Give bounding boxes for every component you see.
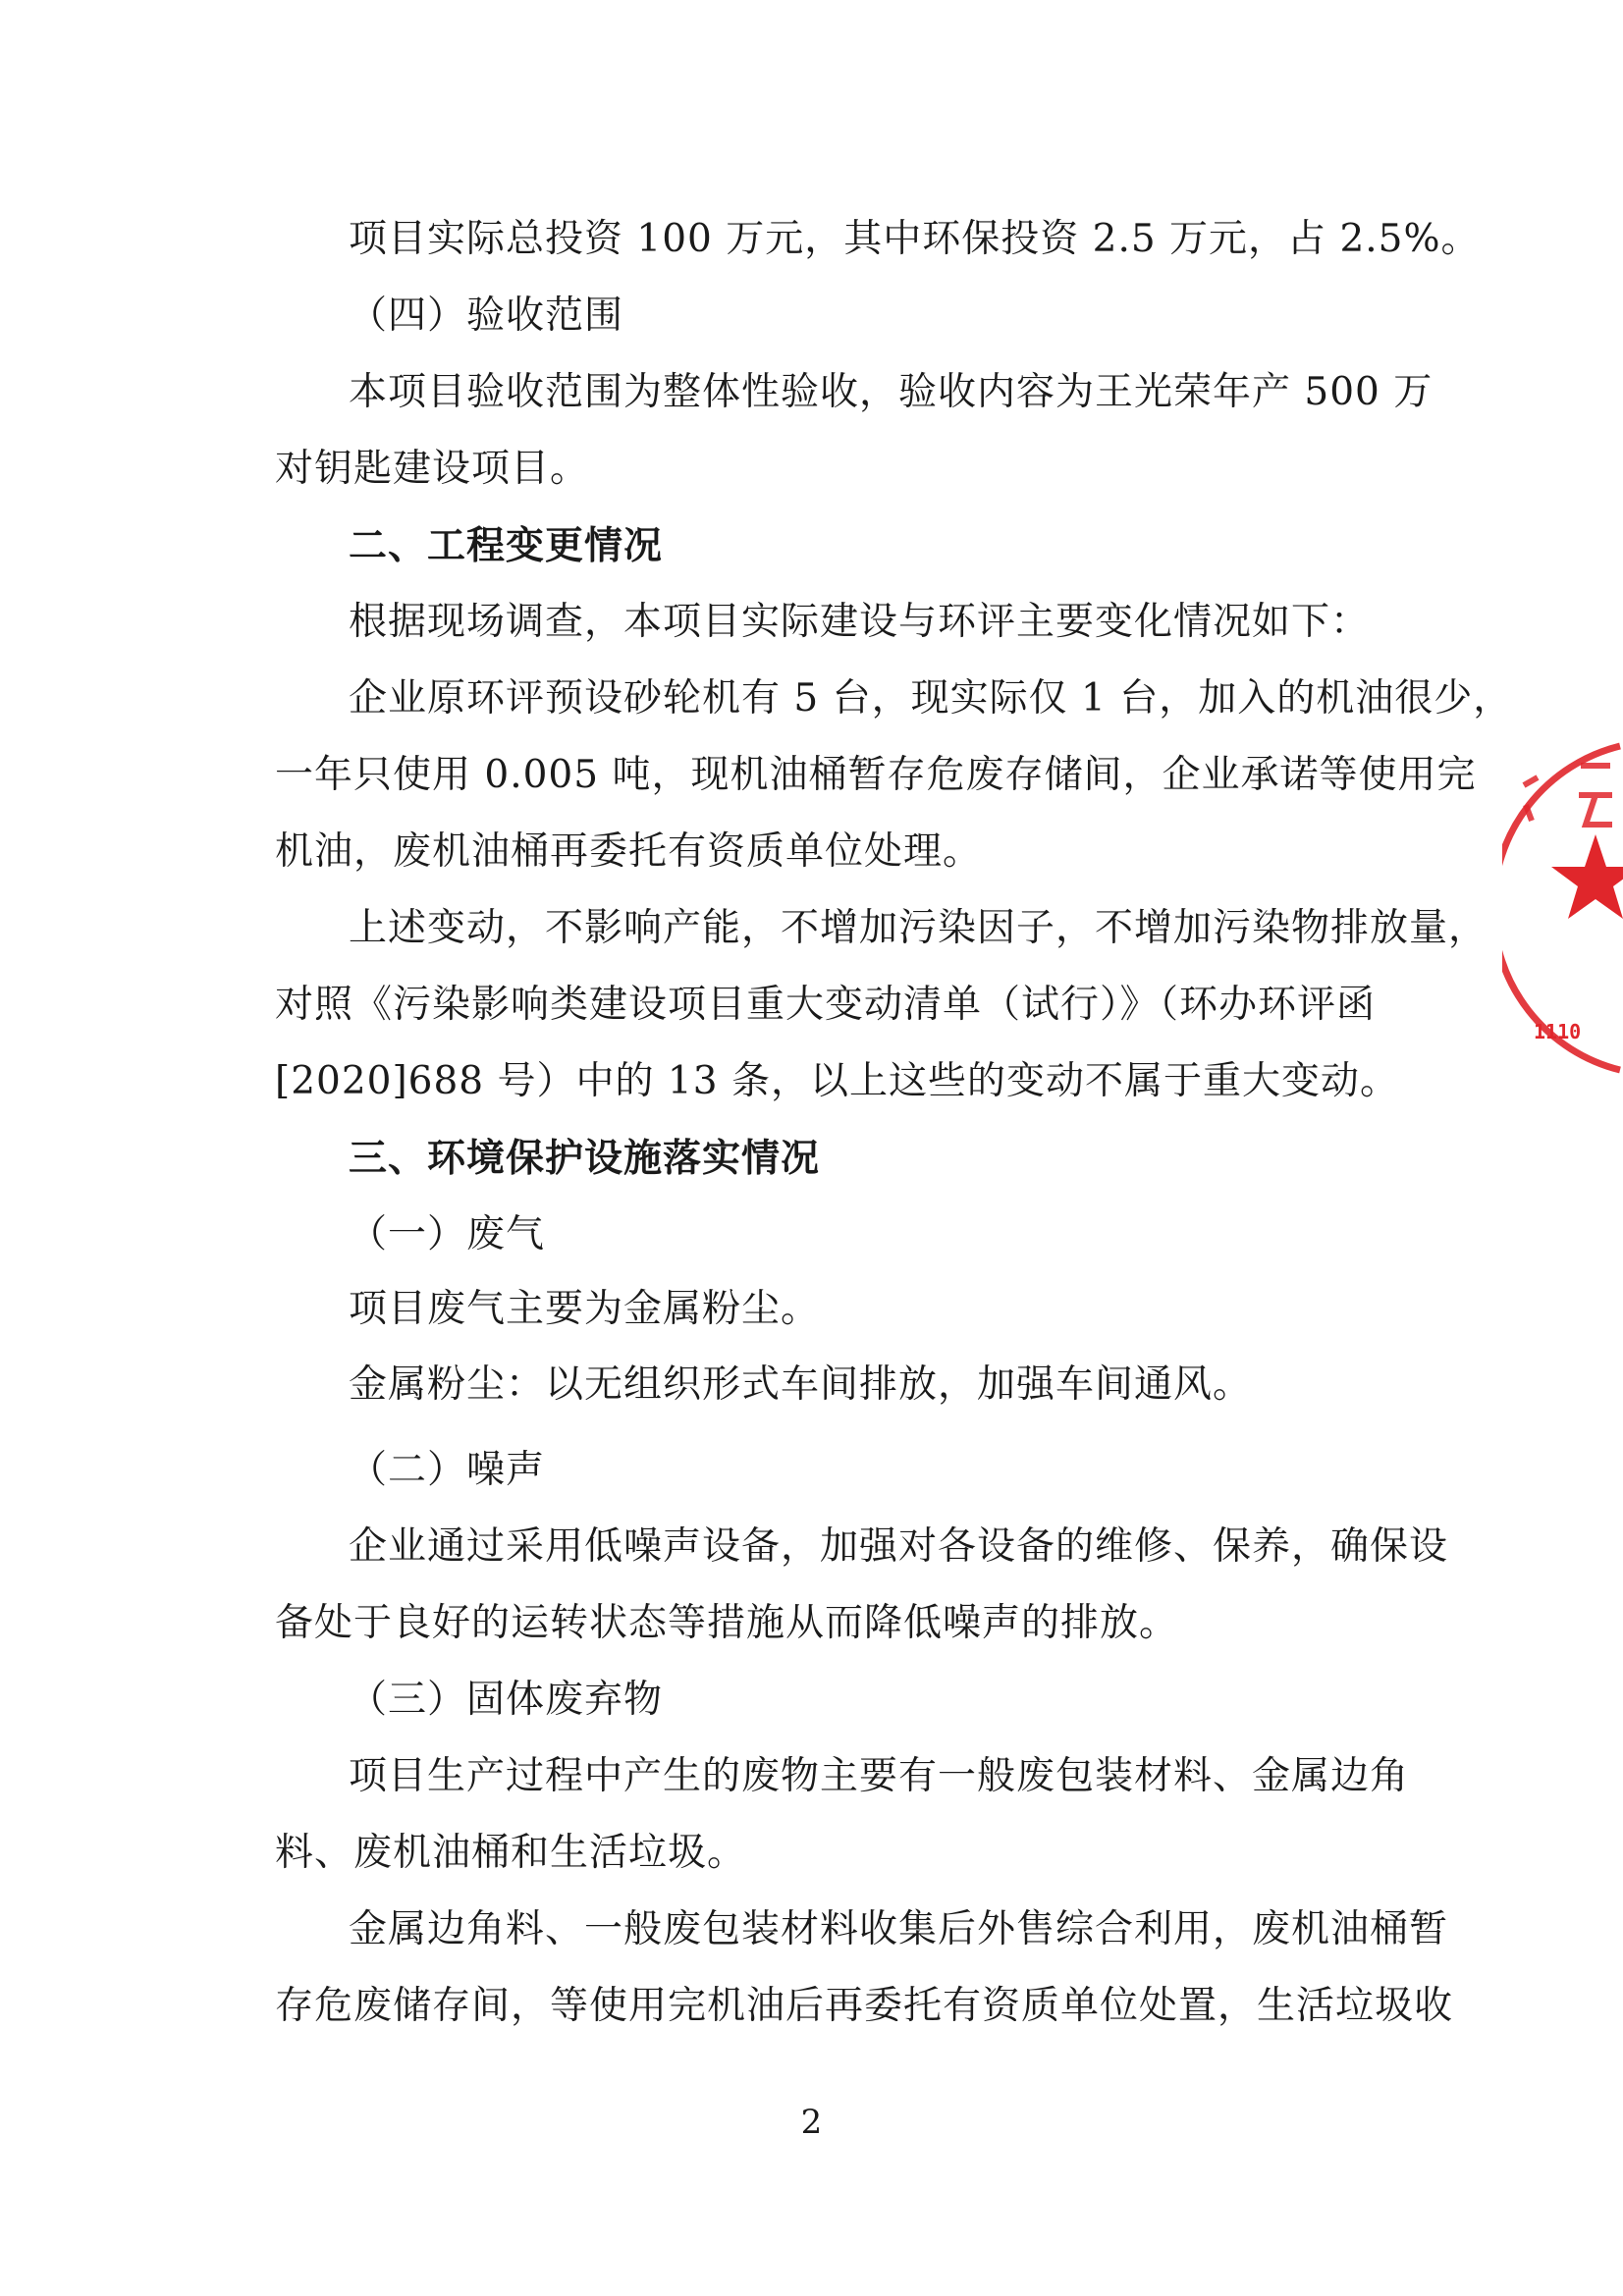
section-heading-engineering-changes: 二、工程变更情况 (349, 523, 664, 568)
assessment-paragraph-line-1: 上述变动，不影响产能，不增加污染因子，不增加污染物排放量， (349, 906, 1488, 950)
changes-paragraph-line-1: 企业原环评预设砂轮机有 5 台，现实际仅 1 台，加入的机油很少， (349, 676, 1513, 721)
svg-text:1110: 1110 (1534, 1020, 1582, 1043)
section-heading-environmental-facilities: 三、环境保护设施落实情况 (349, 1136, 821, 1181)
assessment-paragraph-line-2: 对照《污染影响类建设项目重大变动清单（试行）》（环办环评函 (275, 983, 1377, 1027)
red-seal-stamp (1502, 726, 1623, 1080)
changes-paragraph-line-2: 一年只使用 0.005 吨，现机油桶暂存危废存储间，企业承诺等使用完 (275, 753, 1477, 797)
waste-paragraph-line-2: 料、废机油桶和生活垃圾。 (275, 1831, 747, 1875)
changes-paragraph-line-3: 机油，废机油桶再委托有资质单位处理。 (275, 829, 983, 874)
changes-intro: 根据现场调查，本项目实际建设与环评主要变化情况如下： (349, 600, 1371, 644)
page-number: 2 (800, 2103, 823, 2142)
heading-solid-waste: （三）固体废弃物 (349, 1678, 664, 1722)
assessment-paragraph-line-3: [2020]688 号）中的 13 条，以上这些的变动不属于重大变动。 (275, 1059, 1399, 1103)
heading-exhaust-gas: （一）废气 (349, 1212, 546, 1256)
dust-paragraph: 金属粉尘：以无组织形式车间排放，加强车间通风。 (349, 1362, 1253, 1407)
noise-paragraph-line-2: 备处于良好的运转状态等措施从而降低噪声的排放。 (275, 1601, 1179, 1645)
heading-acceptance-scope: （四）验收范围 (349, 294, 624, 338)
exhaust-paragraph: 项目废气主要为金属粉尘。 (349, 1287, 821, 1331)
disposal-paragraph-line-2: 存危废储存间，等使用完机油后再委托有资质单位处置，生活垃圾收 (275, 1984, 1454, 2028)
heading-noise: （二）噪声 (349, 1448, 546, 1492)
noise-paragraph-line-1: 企业通过采用低噪声设备，加强对各设备的维修、保养，确保设 (349, 1524, 1449, 1569)
scope-paragraph-line-2: 对钥匙建设项目。 (275, 447, 590, 491)
seal-star-icon (1502, 726, 1623, 1080)
scope-paragraph-line-1: 本项目验收范围为整体性验收，验收内容为王光荣年产 500 万 (349, 370, 1434, 414)
waste-paragraph-line-1: 项目生产过程中产生的废物主要有一般废包装材料、金属边角 (349, 1754, 1410, 1798)
investment-paragraph: 项目实际总投资 100 万元，其中环保投资 2.5 万元，占 2.5%。 (349, 217, 1481, 261)
disposal-paragraph-line-1: 金属边角料、一般废包装材料收集后外售综合利用，废机油桶暂 (349, 1907, 1449, 1951)
